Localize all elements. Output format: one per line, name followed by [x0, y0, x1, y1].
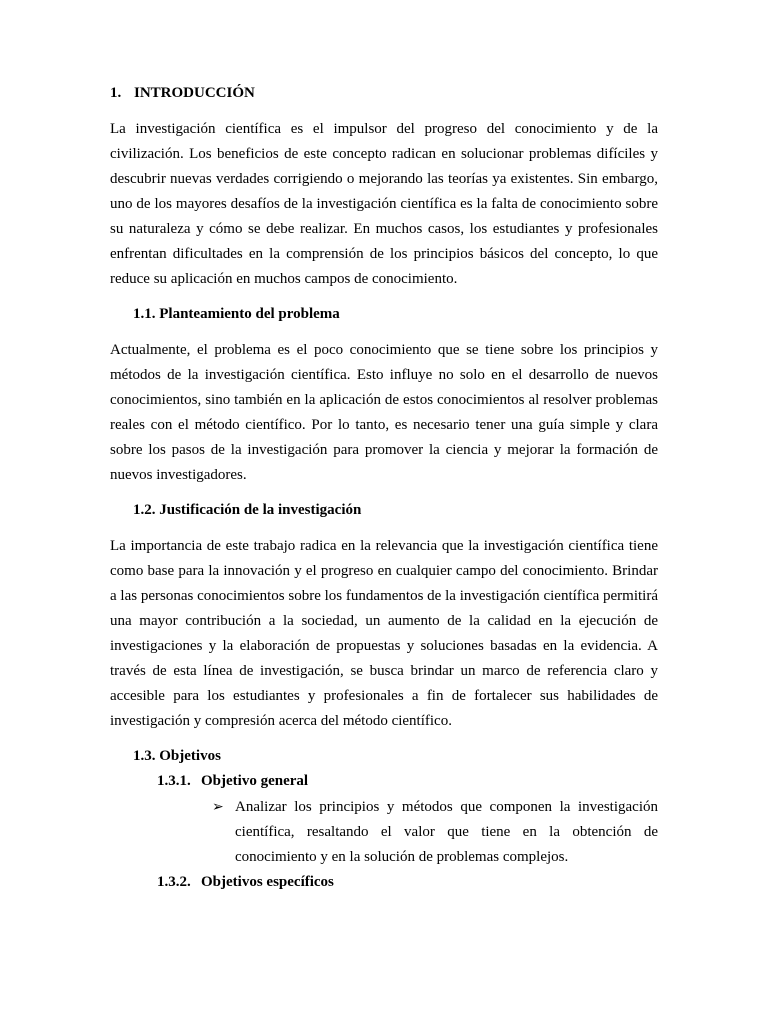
arrow-bullet-icon: ➢ — [212, 800, 224, 815]
subsubsection-number: 1.3.2. — [157, 874, 191, 890]
subsubsection-number: 1.3.1. — [157, 773, 191, 789]
subsubsection-heading-objetivo-general — [157, 773, 308, 790]
objective-bullet-text: Analizar los principios y métodos que componen la investigación científica, resaltando el valor que tiene en la obtención de conocimiento y en la solución de problemas complejos. — [235, 799, 658, 865]
subsubsection-heading-objetivos-especificos — [157, 874, 334, 891]
justification-paragraph: La importancia de este trabajo radica en la relevancia que la investigación científica tiene como base para la innovación y el progreso en cualquier campo del conocimiento. Brindar a las personas conocimientos sobre los fundamentos de la investigación científica permitirá una mayor contribución a la sociedad, un aumento de la calidad en la ejecución de investigaciones y la elaboración de propuestas y soluciones basadas en la evidencia. A través de esta línea de investigación, se busca brindar un marco de referencia claro y accesible para los estudiantes y profesionales a fin de fortalecer sus habilidades de investigación y compresión acerca del método científico. — [110, 538, 658, 729]
section-number: 1. — [110, 85, 122, 101]
objective-bullet-item — [212, 795, 658, 870]
subsection-heading-planteamiento: 1.1. Planteamiento del problema — [133, 306, 340, 322]
problem-paragraph: Actualmente, el problema es el poco conocimiento que se tiene sobre los principios y métodos de la investigación científica. Esto influye no solo en el desarrollo de nuevos conocimientos, sino también en la aplicación de estos conocimientos al resolver problemas reales con el método científico. Por lo tanto, es necesario tener una guía simple y clara sobre los pasos de la investigación para promover la ciencia y mejorar la formación de nuevos investigadores. — [110, 342, 658, 483]
section-title: INTRODUCCIÓN — [134, 85, 255, 101]
subsection-heading-justificacion: 1.2. Justificación de la investigación — [133, 502, 362, 518]
subsection-heading-objetivos: 1.3. Objetivos — [133, 748, 221, 764]
subsubsection-title: Objetivos específicos — [201, 874, 334, 890]
introduction-paragraph: La investigación científica es el impulsor del progreso del conocimiento y de la civilización. Los beneficios de este concepto radican en solucionar problemas difíciles y descubrir nuevas verdades corrigiendo o mejorando las teorías ya existentes. Sin embargo, uno de los mayores desafíos de la investigación científica es la falta de conocimiento sobre su naturaleza y cómo se debe realizar. En muchos casos, los estudiantes y profesionales enfrentan dificultades en la comprensión de los principios básicos del concepto, lo que reduce su aplicación en muchos campos de conocimiento. — [110, 121, 658, 287]
subsubsection-title: Objetivo general — [201, 773, 309, 789]
section-heading-introduccion — [110, 85, 255, 102]
